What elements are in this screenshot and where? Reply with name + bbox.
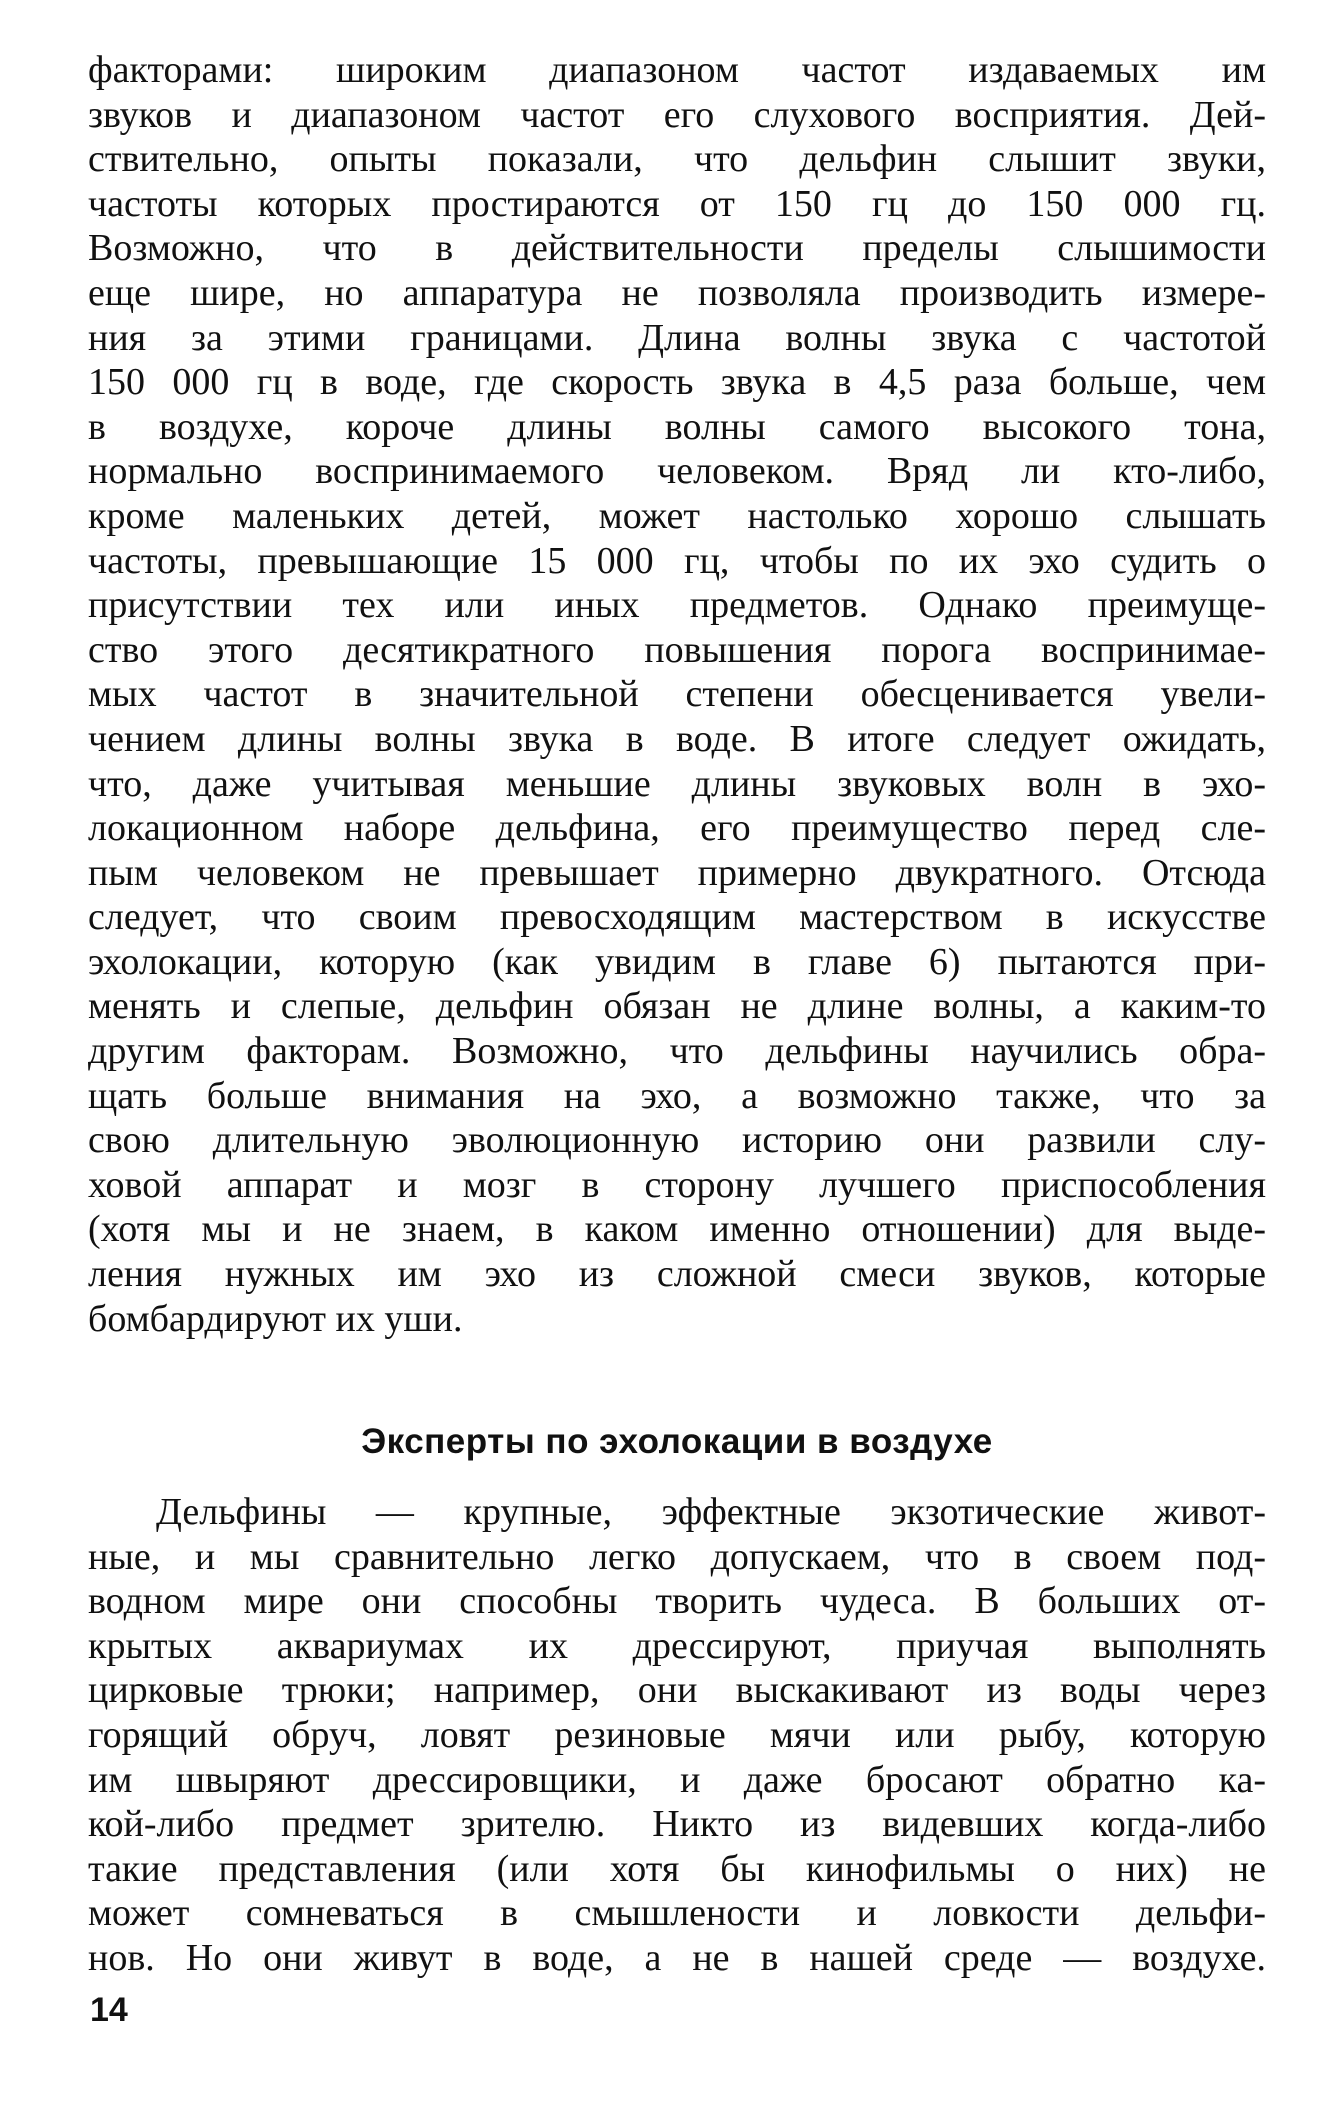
text-line: бомбардируют их уши.: [88, 1297, 463, 1340]
text-line: Дельфины — крупные, эффектные экзотические живот-: [156, 1491, 1266, 1533]
paragraph-dolphins-in-air: [88, 1490, 1266, 1981]
text-line: водном мире они способны творить чудеса. В больших от-: [88, 1580, 1266, 1623]
text-line: еще шире, но аппаратура не позволяла производить измере-: [88, 271, 1266, 314]
text-line: звуков и диапазоном частот его слухового восприятия. Дей-: [88, 93, 1266, 136]
paragraph-echolocation-frequencies: [88, 48, 1266, 1341]
text-line: нов. Но они живут в воде, а не в нашей среде — воздухе.: [88, 1936, 1266, 1979]
text-line: такие представления (или хотя бы кинофильмы о них) не: [88, 1847, 1266, 1890]
text-line: ния за этими границами. Длина волны звука с частотой: [88, 316, 1266, 359]
text-line: кой-либо предмет зрителю. Никто из видевших когда-либо: [88, 1803, 1266, 1846]
text-line: что, даже учитывая меньшие длины звуковых волн в эхо-: [88, 762, 1266, 805]
text-line: им швыряют дрессировщики, и даже бросают обратно ка-: [88, 1758, 1266, 1801]
text-line: другим факторам. Возможно, что дельфины научились обра-: [88, 1030, 1266, 1073]
text-line: (хотя мы и не знаем, в каком именно отношении) для выде-: [88, 1208, 1266, 1251]
text-line: цирковые трюки; например, они выскакивают из воды через: [88, 1669, 1266, 1712]
text-line: чением длины волны звука в воде. В итоге следует ожидать,: [88, 717, 1266, 760]
text-line: факторами: широким диапазоном частот издаваемых им: [88, 49, 1266, 91]
text-line: ные, и мы сравнительно легко допускаем, что в своем под-: [88, 1535, 1266, 1578]
text-line: частоты которых простираются от 150 гц до 150 000 гц.: [88, 182, 1266, 225]
text-line: Возможно, что в действительности пределы слышимости: [88, 227, 1266, 270]
text-line: эхолокации, которую (как увидим в главе 6) пытаются при-: [88, 940, 1266, 983]
text-line: присутствии тех или иных предметов. Однако преимуще-: [88, 584, 1266, 627]
text-line: локационном наборе дельфина, его преимущество перед сле-: [88, 807, 1266, 850]
text-line: ство этого десятикратного повышения порога воспринимае-: [88, 628, 1266, 671]
text-line: ствительно, опыты показали, что дельфин слышит звуки,: [88, 138, 1266, 181]
text-line: может сомневаться в смышлености и ловкости дельфи-: [88, 1892, 1266, 1935]
page-number: 14: [90, 1991, 128, 2029]
section-heading: Эксперты по эхолокации в воздухе: [361, 1422, 993, 1461]
text-line: крытых аквариумах их дрессируют, приучая выполнять: [88, 1624, 1266, 1667]
text-line: кроме маленьких детей, может настолько хорошо слышать: [88, 494, 1266, 537]
text-line: частоты, превышающие 15 000 гц, чтобы по их эхо судить о: [88, 539, 1266, 582]
text-line: щать больше внимания на эхо, а возможно также, что за: [88, 1074, 1266, 1117]
text-line: ления нужных им эхо из сложной смеси звуков, которые: [88, 1253, 1266, 1296]
text-line: мых частот в значительной степени обесценивается увели-: [88, 673, 1266, 716]
text-line: в воздухе, короче длины волны самого высокого тона,: [88, 405, 1266, 448]
text-line: горящий обруч, ловят резиновые мячи или рыбу, которую: [88, 1713, 1266, 1756]
text-line: 150 000 гц в воде, где скорость звука в 4,5 раза больше, чем: [88, 361, 1266, 404]
text-line: пым человеком не превышает примерно двукратного. Отсюда: [88, 851, 1266, 894]
text-line: свою длительную эволюционную историю они развили слу-: [88, 1119, 1266, 1162]
text-line: ховой аппарат и мозг в сторону лучшего приспособления: [88, 1163, 1266, 1206]
text-line: нормально воспринимаемого человеком. Вряд ли кто-либо,: [88, 450, 1266, 493]
text-line: менять и слепые, дельфин обязан не длине волны, а каким-то: [88, 985, 1266, 1028]
text-line: следует, что своим превосходящим мастерством в искусстве: [88, 896, 1266, 939]
